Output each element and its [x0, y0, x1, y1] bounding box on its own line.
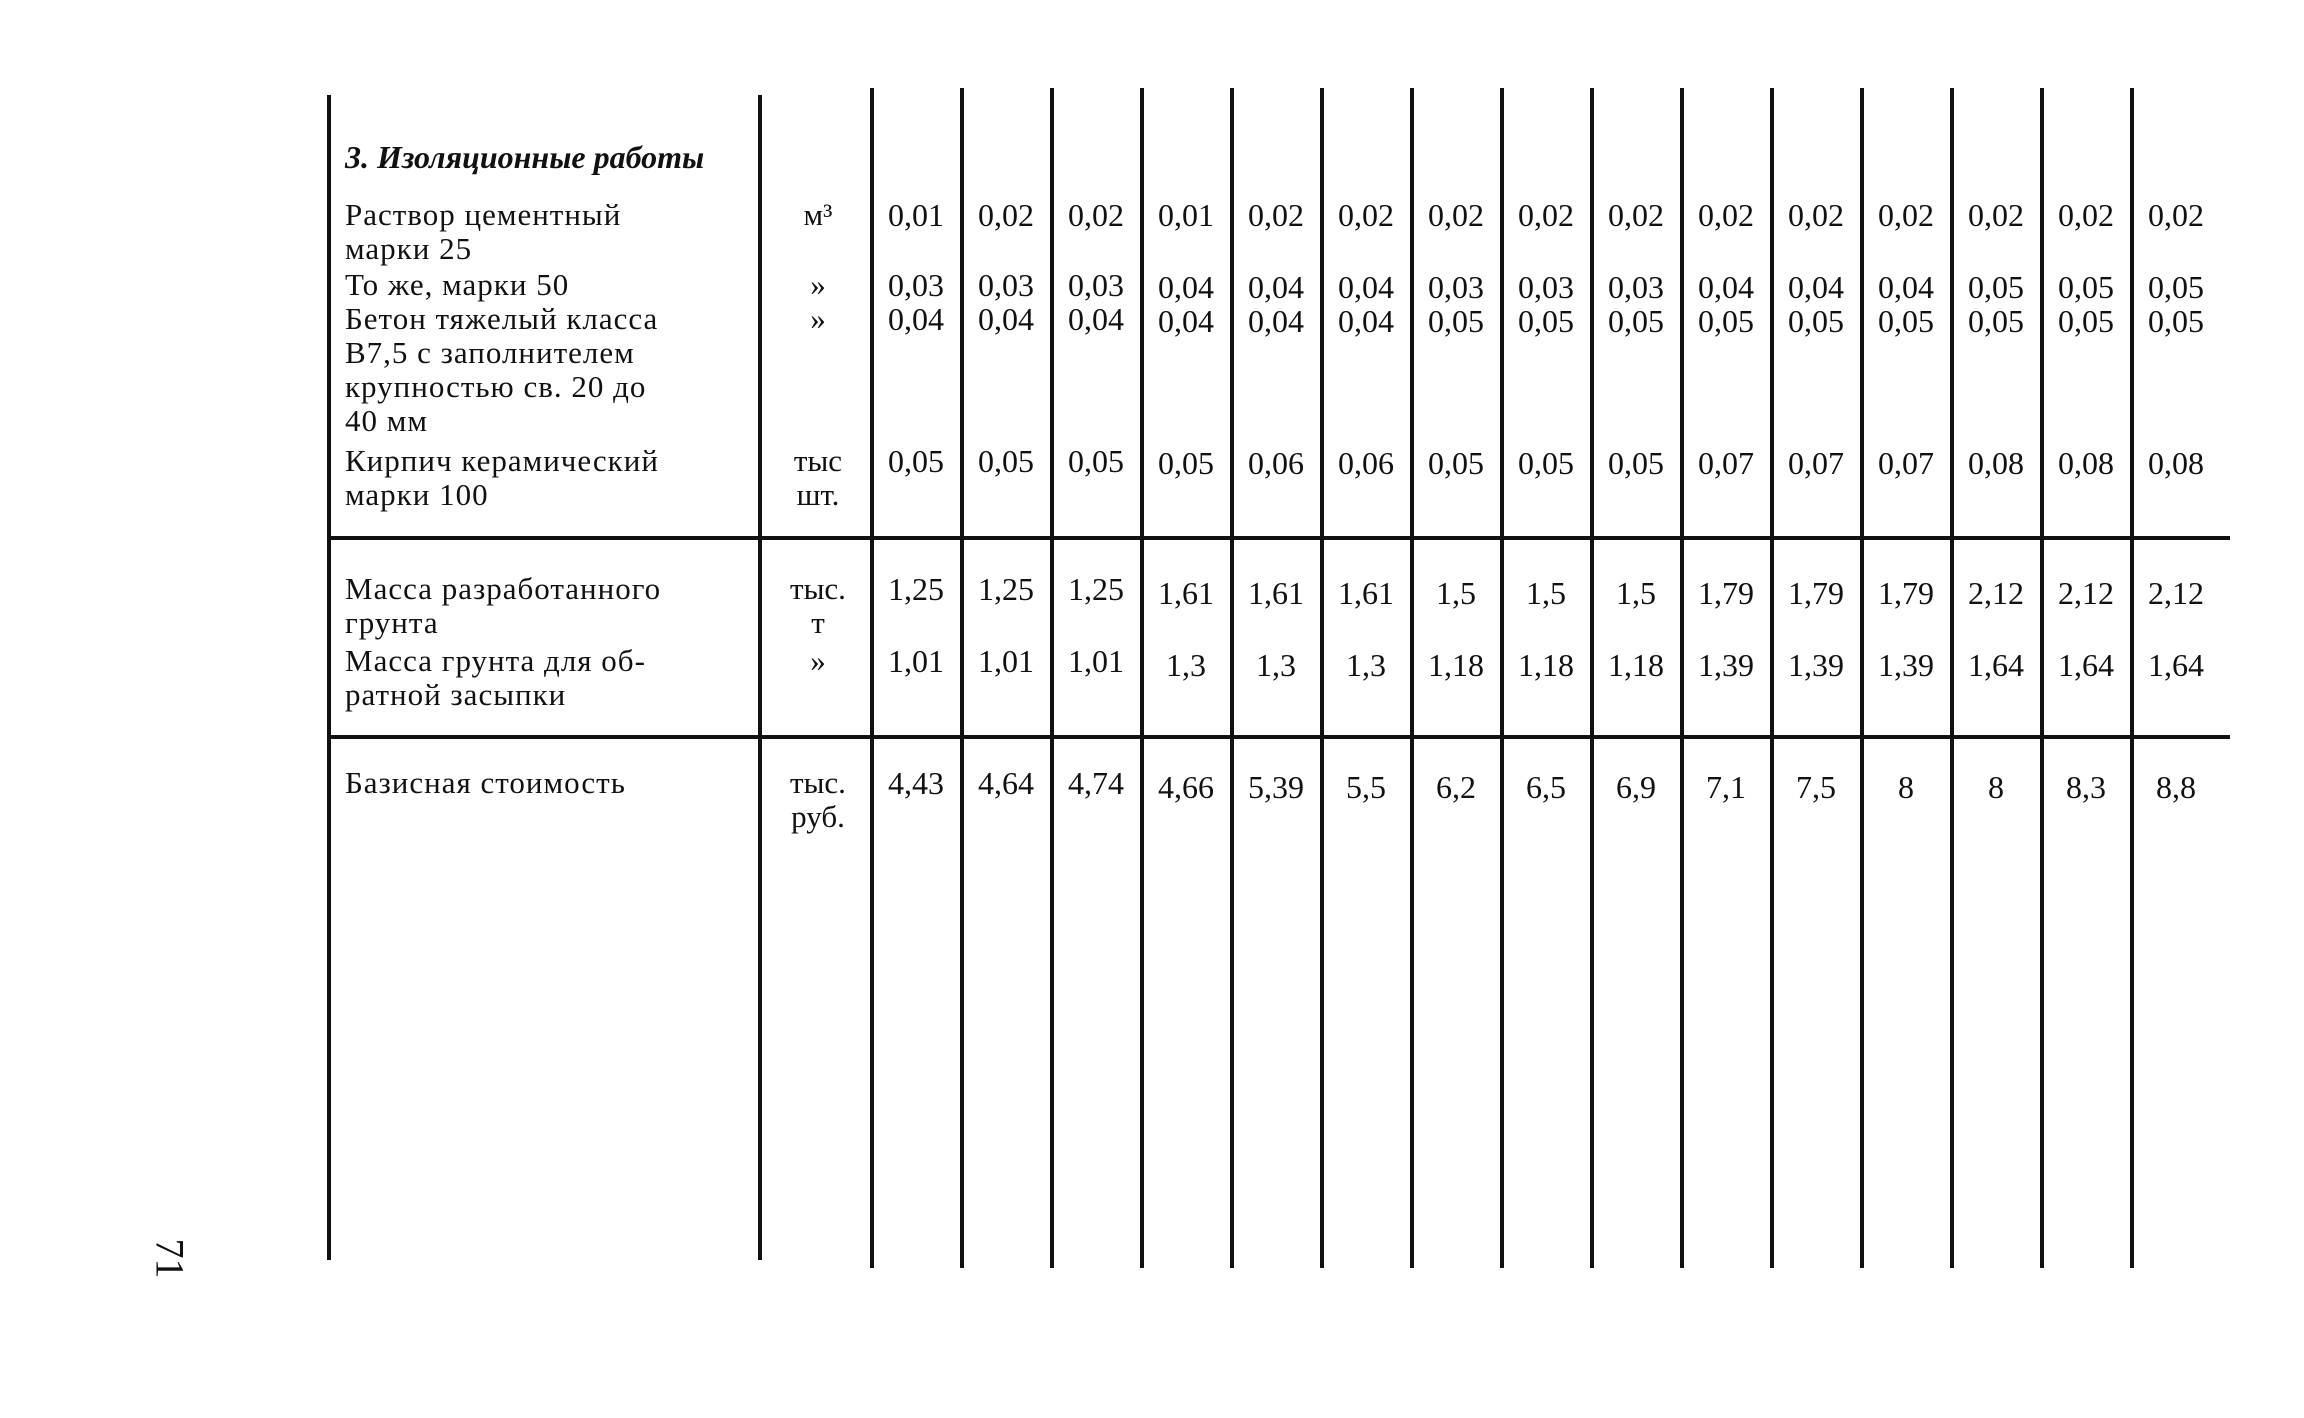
value-cell: 0,03 — [978, 267, 1034, 303]
value-cell: 0,02 — [978, 197, 1034, 233]
description-line: Базисная стоимость — [345, 765, 626, 800]
value-cell: 1,01 — [1068, 643, 1124, 679]
value-cell: 0,02 — [2058, 197, 2114, 233]
unit-line: » — [810, 301, 826, 336]
value-cell: 6,2 — [1436, 769, 1476, 805]
description-line: крупностью св. 20 до — [345, 369, 647, 404]
description-line: То же, марки 50 — [345, 267, 570, 302]
value-cell: 2,12 — [2148, 575, 2204, 611]
value-cell: 0,03 — [888, 267, 944, 303]
description-line: ратной засыпки — [345, 677, 567, 712]
value-cell: 0,05 — [1608, 303, 1664, 339]
value-cell: 0,08 — [2148, 445, 2204, 481]
description-line: Раствор цементный — [345, 197, 622, 232]
row-unit — [758, 644, 878, 678]
value-cell: 0,05 — [1428, 445, 1484, 481]
column-rule — [960, 88, 964, 1268]
description-line: марки 25 — [345, 231, 473, 266]
value-cell: 7,1 — [1706, 769, 1746, 805]
value-cell: 8 — [1988, 769, 2004, 805]
value-cell: 0,04 — [1698, 269, 1754, 305]
value-cell: 1,25 — [888, 571, 944, 607]
value-cell: 4,43 — [888, 765, 944, 801]
value-cell: 1,5 — [1526, 575, 1566, 611]
value-cell: 0,01 — [888, 197, 944, 233]
value-cell: 1,39 — [1698, 647, 1754, 683]
value-cell: 0,04 — [1158, 269, 1214, 305]
value-cell: 0,03 — [1068, 267, 1124, 303]
value-cell: 0,01 — [1158, 197, 1214, 233]
value-cell: 1,25 — [978, 571, 1034, 607]
value-cell: 4,64 — [978, 765, 1034, 801]
value-cell: 0,02 — [1788, 197, 1844, 233]
value-cell: 0,05 — [1518, 303, 1574, 339]
value-cell: 0,05 — [2148, 303, 2204, 339]
value-cell: 0,07 — [1788, 445, 1844, 481]
value-cell: 0,05 — [2058, 303, 2114, 339]
row-unit — [758, 766, 878, 834]
value-cell: 6,5 — [1526, 769, 1566, 805]
value-cell: 0,03 — [1428, 269, 1484, 305]
row-description — [345, 268, 743, 302]
unit-line: » — [810, 643, 826, 678]
row-description — [345, 644, 743, 712]
description-line: Масса грунта для об- — [345, 643, 646, 678]
value-cell: 0,04 — [1338, 303, 1394, 339]
value-cell: 1,79 — [1878, 575, 1934, 611]
description-line: Бетон тяжелый класса — [345, 301, 659, 336]
value-cell: 0,04 — [1338, 269, 1394, 305]
value-cell: 1,79 — [1788, 575, 1844, 611]
value-cell: 1,64 — [2148, 647, 2204, 683]
value-cell: 0,04 — [1878, 269, 1934, 305]
row-unit — [758, 572, 878, 640]
value-cell: 0,02 — [1428, 197, 1484, 233]
unit-line: тыс. — [790, 765, 846, 800]
description-line: Кирпич керамический — [345, 443, 659, 478]
value-cell: 1,18 — [1608, 647, 1664, 683]
value-cell: 0,05 — [1428, 303, 1484, 339]
value-cell: 1,18 — [1428, 647, 1484, 683]
value-cell: 0,05 — [1968, 303, 2024, 339]
value-cell: 0,02 — [1878, 197, 1934, 233]
value-cell: 0,05 — [2058, 269, 2114, 305]
value-cell: 1,61 — [1158, 575, 1214, 611]
description-line: В7,5 с заполнителем — [345, 335, 635, 370]
value-cell: 0,04 — [1068, 301, 1124, 337]
value-cell: 8,3 — [2066, 769, 2106, 805]
description-line: Масса разработанного — [345, 571, 662, 606]
value-cell: 1,5 — [1436, 575, 1476, 611]
value-cell: 1,01 — [888, 643, 944, 679]
value-cell: 0,07 — [1698, 445, 1754, 481]
row-unit — [758, 302, 878, 336]
value-cell: 1,39 — [1788, 647, 1844, 683]
value-cell: 4,66 — [1158, 769, 1214, 805]
value-cell: 1,61 — [1338, 575, 1394, 611]
value-cell: 1,18 — [1518, 647, 1574, 683]
unit-line: руб. — [791, 799, 845, 834]
value-cell: 1,64 — [1968, 647, 2024, 683]
value-cell: 0,04 — [1788, 269, 1844, 305]
value-cell: 0,06 — [1248, 445, 1304, 481]
value-cell: 7,5 — [1796, 769, 1836, 805]
value-cell: 0,08 — [2058, 445, 2114, 481]
value-cell: 0,05 — [978, 443, 1034, 479]
value-cell: 0,05 — [1158, 445, 1214, 481]
value-cell: 0,06 — [1338, 445, 1394, 481]
column-rule — [1050, 88, 1054, 1268]
value-cell: 1,5 — [1616, 575, 1656, 611]
value-cell: 1,39 — [1878, 647, 1934, 683]
value-cell: 0,05 — [1608, 445, 1664, 481]
row-unit — [758, 268, 878, 302]
value-cell: 4,74 — [1068, 765, 1124, 801]
page-number: 71 — [147, 1238, 193, 1279]
value-cell: 0,05 — [1878, 303, 1934, 339]
row-description — [345, 198, 743, 266]
value-cell: 0,05 — [1788, 303, 1844, 339]
value-cell: 0,02 — [1698, 197, 1754, 233]
row-description — [345, 766, 743, 800]
value-cell: 0,02 — [1068, 197, 1124, 233]
value-cell: 8 — [1898, 769, 1914, 805]
value-cell: 1,3 — [1166, 647, 1206, 683]
value-cell: 6,9 — [1616, 769, 1656, 805]
value-cell: 2,12 — [1968, 575, 2024, 611]
value-cell: 0,02 — [1608, 197, 1664, 233]
value-cell: 1,01 — [978, 643, 1034, 679]
value-cell: 0,03 — [1608, 269, 1664, 305]
value-cell: 1,61 — [1248, 575, 1304, 611]
row-description — [345, 444, 743, 512]
value-cell: 2,12 — [2058, 575, 2114, 611]
unit-line: тыс — [793, 443, 843, 478]
value-cell: 5,5 — [1346, 769, 1386, 805]
unit-line: тыс. — [790, 571, 846, 606]
value-cell: 8,8 — [2156, 769, 2196, 805]
row-unit — [758, 198, 878, 232]
description-line: 40 мм — [345, 403, 428, 438]
value-cell: 1,3 — [1256, 647, 1296, 683]
column-rule — [327, 95, 331, 1260]
row-description — [345, 302, 743, 438]
value-cell: 0,07 — [1878, 445, 1934, 481]
section-title: 3. Изоляционные работы — [345, 139, 705, 175]
value-cell: 0,05 — [888, 443, 944, 479]
row-description — [345, 572, 743, 640]
value-cell: 0,08 — [1968, 445, 2024, 481]
description-line: марки 100 — [345, 477, 489, 512]
value-cell: 0,04 — [1248, 303, 1304, 339]
value-cell: 0,02 — [1968, 197, 2024, 233]
unit-line: м³ — [803, 197, 833, 232]
row-rule — [327, 536, 2230, 540]
column-rule — [870, 88, 874, 1268]
value-cell: 0,02 — [1248, 197, 1304, 233]
value-cell: 1,64 — [2058, 647, 2114, 683]
value-cell: 0,02 — [1338, 197, 1394, 233]
value-cell: 0,04 — [1158, 303, 1214, 339]
unit-line: шт. — [796, 477, 840, 512]
value-cell: 0,05 — [1968, 269, 2024, 305]
value-cell: 1,25 — [1068, 571, 1124, 607]
row-unit — [758, 444, 878, 512]
value-cell: 0,05 — [2148, 269, 2204, 305]
description-line: грунта — [345, 605, 439, 640]
unit-line: т — [811, 605, 825, 640]
value-cell: 1,79 — [1698, 575, 1754, 611]
value-cell: 0,02 — [1518, 197, 1574, 233]
row-rule — [327, 735, 2230, 739]
value-cell: 0,04 — [888, 301, 944, 337]
value-cell: 1,3 — [1346, 647, 1386, 683]
value-cell: 0,05 — [1698, 303, 1754, 339]
value-cell: 0,05 — [1068, 443, 1124, 479]
value-cell: 5,39 — [1248, 769, 1304, 805]
value-cell: 0,02 — [2148, 197, 2204, 233]
unit-line: » — [810, 267, 826, 302]
value-cell: 0,04 — [978, 301, 1034, 337]
value-cell: 0,05 — [1518, 445, 1574, 481]
value-cell: 0,03 — [1518, 269, 1574, 305]
value-cell: 0,04 — [1248, 269, 1304, 305]
